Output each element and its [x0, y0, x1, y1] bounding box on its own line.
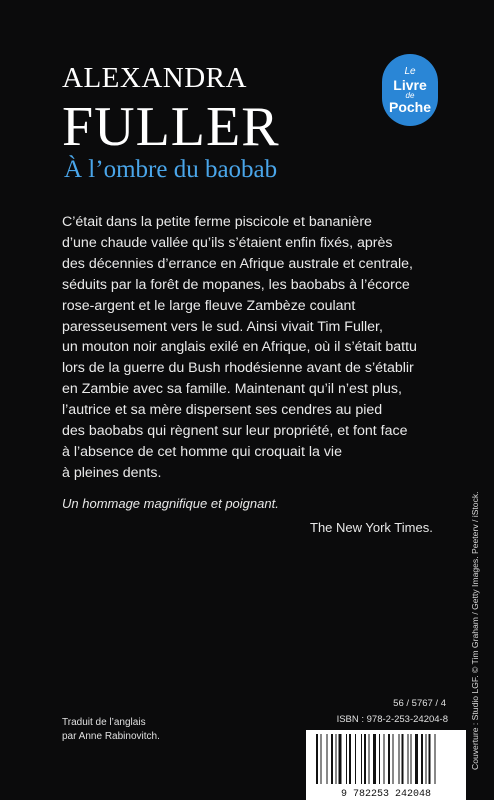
blurb-line: des décennies d’errance en Afrique australe et centrale,	[62, 255, 413, 272]
isbn: ISBN : 978-2-253-24204-8	[336, 714, 448, 725]
blurb-line: séduits par la forêt de mopanes, les baobabs à l’écorce	[62, 276, 410, 293]
logo-le: Le	[404, 65, 416, 77]
blurb-line: d’une chaude vallée qu’ils s’étaient enfin fixés, après	[62, 234, 393, 251]
book-title: À l’ombre du baobab	[64, 156, 278, 183]
blurb-line: des baobabs qui règnent sur leur propriété, et font face	[62, 423, 408, 440]
cover-credits-text: Couverture : Studio LGF. © Tim Graham / Getty Images. Peeterv / iStock.	[470, 491, 480, 770]
barcode-bar	[393, 734, 394, 784]
blurb-line: lors de la guerre du Bush rhodésienne avant de s’établir	[62, 360, 414, 377]
barcode-bar	[364, 734, 366, 784]
translator-credit	[62, 716, 160, 744]
quote-source: The New York Times.	[310, 520, 433, 535]
barcode-bar	[384, 734, 385, 784]
blurb-line: à l’absence de cet homme qui croquait la vie	[62, 443, 342, 460]
barcode-bar	[321, 734, 322, 784]
translator-line: Traduit de l’anglais	[62, 717, 146, 728]
barcode-bar	[435, 734, 436, 784]
barcode-graphic	[306, 730, 466, 800]
barcode-bar	[355, 734, 356, 784]
reference-code: 56 / 5767 / 4	[393, 698, 446, 709]
blurb-line: rose-argent et le large fleuve Zambèze coulant	[62, 297, 356, 314]
barcode-bar	[388, 734, 390, 784]
publishing-info	[330, 696, 448, 728]
isbn-barcode	[306, 730, 466, 800]
barcode-bar	[408, 734, 409, 784]
barcode-bar	[415, 734, 418, 784]
barcode-bar	[327, 734, 328, 784]
blurb-line: paresseusement vers le sud. Ainsi vivait Tim Fuller,	[62, 318, 383, 335]
barcode-bar	[316, 734, 318, 784]
barcode-digits: 9 782253 242048	[340, 789, 432, 800]
author-name	[62, 62, 382, 158]
barcode-bar	[379, 734, 380, 784]
logo-livre: Livre	[393, 76, 427, 93]
barcode-bar	[369, 734, 370, 784]
author-last-name: FULLER	[62, 96, 280, 158]
barcode-bar	[426, 734, 427, 784]
barcode-bar	[331, 734, 333, 784]
barcode-bar	[373, 734, 376, 784]
logo-poche: Poche	[388, 98, 431, 115]
barcode-bar	[339, 734, 342, 784]
blurb-line: à pleines dents.	[62, 464, 162, 481]
barcode-bar	[402, 734, 404, 784]
press-quote: Un hommage magnifique et poignant.	[62, 496, 279, 511]
barcode-bar	[336, 734, 337, 784]
barcode-bar	[429, 734, 431, 784]
barcode-bar	[349, 734, 351, 784]
translator-line: par Anne Rabinovitch.	[62, 731, 160, 742]
blurb-line: un mouton noir anglais exilé en Afrique, où il s’était battu	[62, 339, 417, 356]
blurb-line: C’était dans la petite ferme piscicole et bananière	[62, 214, 372, 230]
author-first-name: ALEXANDRA	[62, 62, 247, 94]
barcode-bar	[411, 734, 412, 784]
back-cover-blurb	[62, 212, 452, 484]
barcode-bar	[361, 734, 362, 784]
blurb-line: l’autrice et sa mère dispersent ses cendres au pied	[62, 402, 383, 419]
livre-de-poche-logo	[382, 54, 438, 126]
barcode-bar	[399, 734, 400, 784]
barcode-bar	[421, 734, 423, 784]
barcode-bar	[346, 734, 347, 784]
blurb-line: en Zambie avec sa famille. Maintenant qu’il n’est plus,	[62, 381, 402, 398]
logo-de: de	[405, 90, 415, 100]
cover-credits	[468, 380, 482, 770]
